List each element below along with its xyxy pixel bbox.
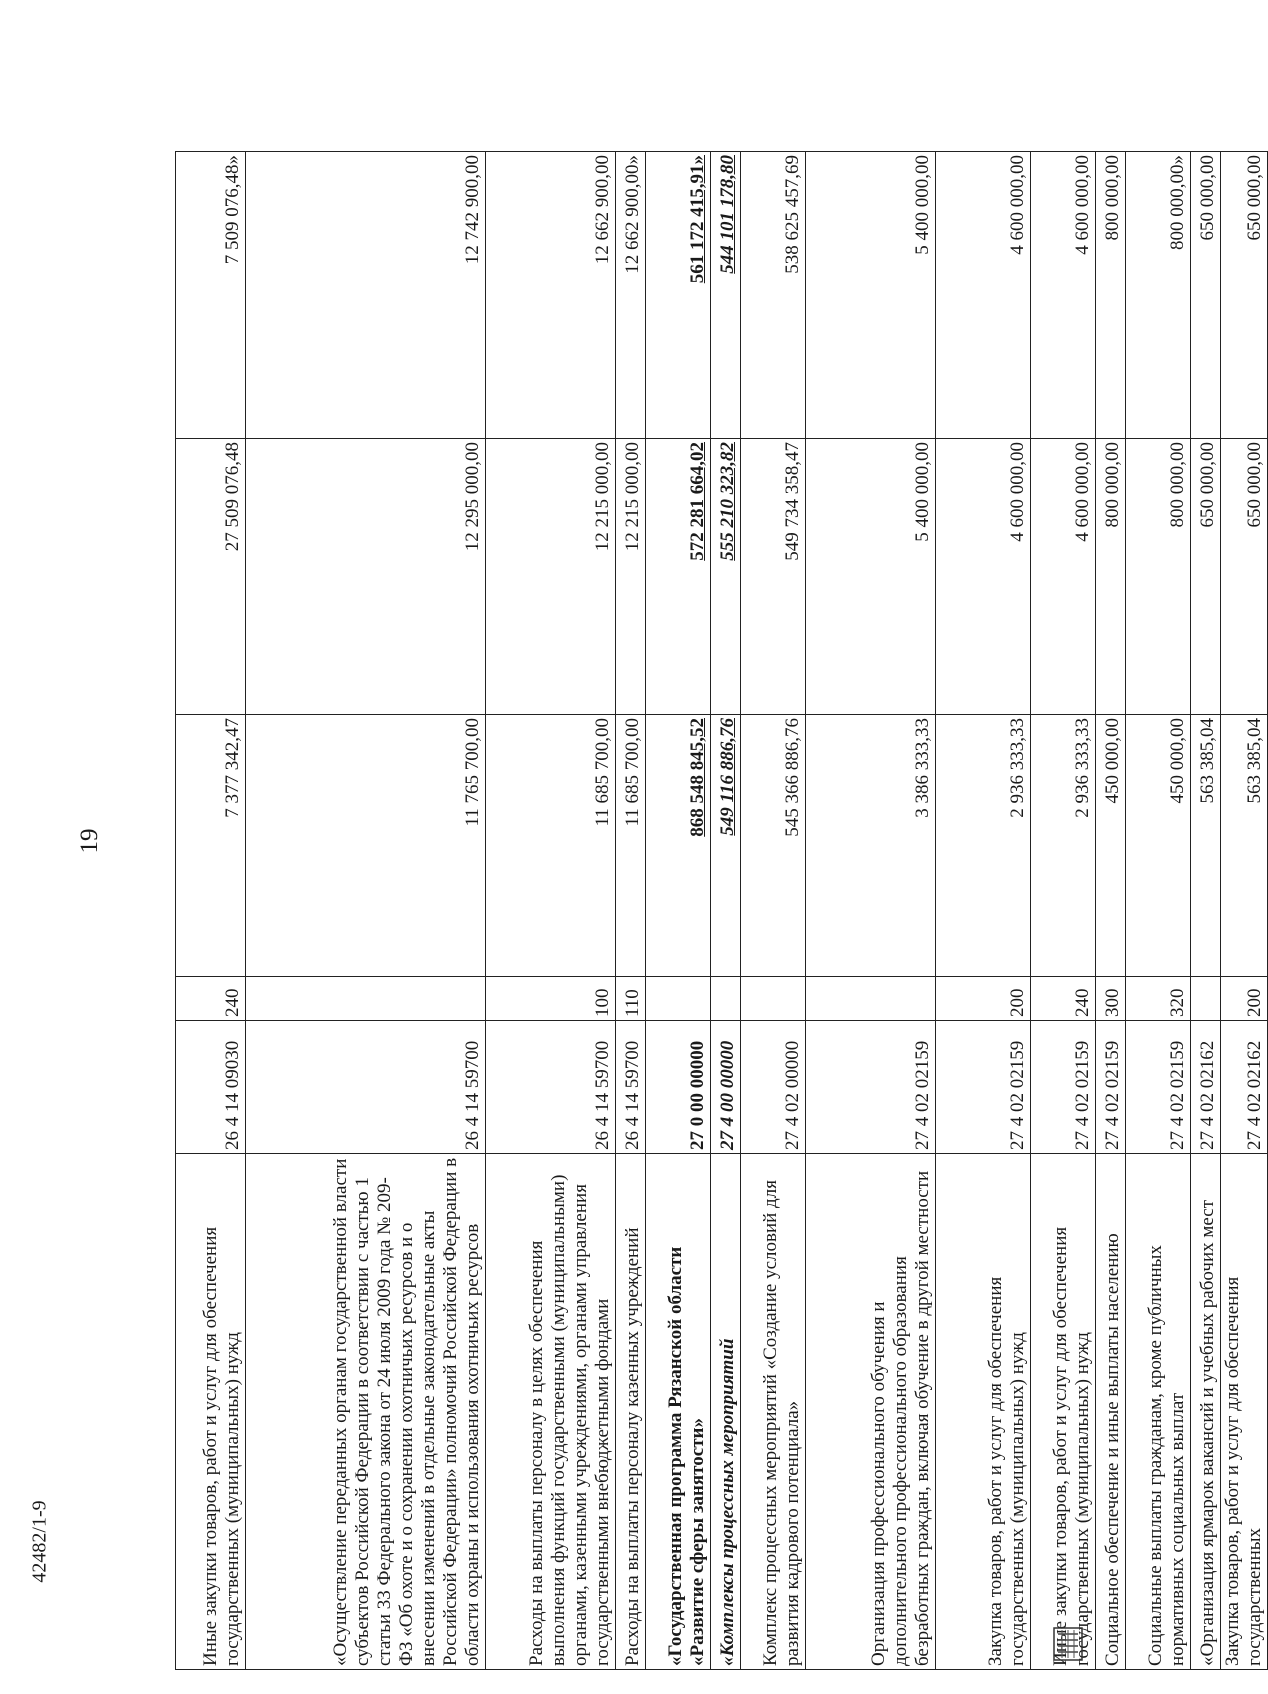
table-row xyxy=(1031,152,1096,1670)
row-value-3: 4 600 000,00 xyxy=(936,152,1031,439)
row-value-2: 650 000,00 xyxy=(1221,439,1268,715)
row-expense-type: 320 xyxy=(1126,977,1191,1021)
budget-table-container xyxy=(175,152,1265,1670)
row-value-3: 538 625 457,69 xyxy=(741,152,806,439)
row-value-2: 12 215 000,00 xyxy=(486,439,616,715)
table-row xyxy=(616,152,646,1670)
row-name: Закупка товаров, работ и услуг для обеспечения государственных (муниципальных) нужд xyxy=(936,1154,1031,1670)
row-code: 27 4 02 02159 xyxy=(1126,1021,1191,1154)
row-code: 26 4 14 59700 xyxy=(246,1021,486,1154)
row-expense-type xyxy=(246,977,486,1021)
row-value-2: 4 600 000,00 xyxy=(936,439,1031,715)
row-expense-type xyxy=(646,977,711,1021)
row-value-1: 549 116 886,76 xyxy=(711,715,741,977)
row-value-3: 561 172 415,91» xyxy=(646,152,711,439)
row-value-2: 650 000,00 xyxy=(1191,439,1221,715)
row-value-1: 2 936 333,33 xyxy=(936,715,1031,977)
row-code: 27 4 02 02159 xyxy=(936,1021,1031,1154)
row-expense-type xyxy=(741,977,806,1021)
row-value-3: 5 400 000,00 xyxy=(806,152,936,439)
row-name: Закупка товаров, работ и услуг для обеспечения государственных xyxy=(1221,1154,1268,1670)
row-value-1: 563 385,04 xyxy=(1221,715,1268,977)
row-code: 27 4 02 02159 xyxy=(1031,1021,1096,1154)
row-name: Организация профессионального обучения и дополнительного профессионального образования безработных граждан, включая обучение в другой местности xyxy=(806,1154,936,1670)
row-value-3: 650 000,00 xyxy=(1221,152,1268,439)
row-expense-type: 300 xyxy=(1096,977,1126,1021)
row-name: Социальные выплаты гражданам, кроме публичных нормативных социальных выплат xyxy=(1126,1154,1191,1670)
budget-table-body xyxy=(176,152,1268,1670)
row-name: «Государственная программа Рязанской области «Развитие сферы занятости» xyxy=(646,1154,711,1670)
row-value-2: 549 734 358,47 xyxy=(741,439,806,715)
row-expense-type: 240 xyxy=(1031,977,1096,1021)
row-code: 27 4 02 02159 xyxy=(1096,1021,1126,1154)
row-name: «Организация ярмарок вакансий и учебных рабочих мест xyxy=(1191,1154,1221,1670)
budget-table xyxy=(175,151,1268,1670)
row-value-1: 2 936 333,33 xyxy=(1031,715,1096,977)
row-value-1: 545 366 886,76 xyxy=(741,715,806,977)
row-code: 27 4 02 02162 xyxy=(1191,1021,1221,1154)
row-value-3: 12 662 900,00» xyxy=(616,152,646,439)
table-row xyxy=(646,152,711,1670)
table-row xyxy=(486,152,616,1670)
table-row xyxy=(1096,152,1126,1670)
row-value-2: 12 215 000,00 xyxy=(616,439,646,715)
row-value-1: 7 377 342,47 xyxy=(176,715,246,977)
table-row xyxy=(806,152,936,1670)
row-expense-type: 240 xyxy=(176,977,246,1021)
row-value-2: 800 000,00 xyxy=(1096,439,1126,715)
row-value-3: 544 101 178,80 xyxy=(711,152,741,439)
row-value-1: 11 765 700,00 xyxy=(246,715,486,977)
table-row xyxy=(176,152,246,1670)
row-value-1: 450 000,00 xyxy=(1096,715,1126,977)
row-name: Расходы на выплаты персоналу в целях обеспечения выполнения функций государственными (муниципальными) органами, казенными учреждениями, органами управления государственными внебюджетными фондами xyxy=(486,1154,616,1670)
table-row xyxy=(1221,152,1268,1670)
row-name: Социальное обеспечение и иные выплаты населению xyxy=(1096,1154,1126,1670)
row-name: Иные закупки товаров, работ и услуг для обеспечения государственных (муниципальных) нужд xyxy=(1031,1154,1096,1670)
row-value-1: 868 548 845,52 xyxy=(646,715,711,977)
row-value-3: 12 742 900,00 xyxy=(246,152,486,439)
row-value-2: 572 281 664,02 xyxy=(646,439,711,715)
row-name: Комплекс процессных мероприятий «Создание условий для развития кадрового потенциала» xyxy=(741,1154,806,1670)
table-row xyxy=(741,152,806,1670)
row-value-3: 800 000,00 xyxy=(1096,152,1126,439)
row-value-1: 11 685 700,00 xyxy=(616,715,646,977)
row-value-2: 4 600 000,00 xyxy=(1031,439,1096,715)
row-value-2: 555 210 323,82 xyxy=(711,439,741,715)
row-value-3: 12 662 900,00 xyxy=(486,152,616,439)
row-value-3: 4 600 000,00 xyxy=(1031,152,1096,439)
row-value-2: 800 000,00 xyxy=(1126,439,1191,715)
row-value-1: 563 385,04 xyxy=(1191,715,1221,977)
row-name: «Комплексы процессных мероприятий xyxy=(711,1154,741,1670)
row-value-3: 800 000,00» xyxy=(1126,152,1191,439)
row-code: 27 4 02 00000 xyxy=(741,1021,806,1154)
row-expense-type xyxy=(806,977,936,1021)
table-row xyxy=(1126,152,1191,1670)
row-value-2: 5 400 000,00 xyxy=(806,439,936,715)
row-code: 27 4 00 00000 xyxy=(711,1021,741,1154)
row-expense-type xyxy=(711,977,741,1021)
row-value-3: 650 000,00 xyxy=(1191,152,1221,439)
row-expense-type xyxy=(1191,977,1221,1021)
row-name: «Осуществление переданных органам государственной власти субъектов Российской Федерации в соответствии с частью 1 статьи 33 Федерального закона от 24 июля 2009 года № 209-ФЗ «Об охоте и о сохранении охотничьих ресурсов и о внесении изменений в отдельные законодательные акты Российской Федерации» полномочий Российской Федерации в области охраны и использования охотничьих ресурсов xyxy=(246,1154,486,1670)
row-value-1: 11 685 700,00 xyxy=(486,715,616,977)
table-row xyxy=(1191,152,1221,1670)
row-expense-type: 110 xyxy=(616,977,646,1021)
row-value-2: 27 509 076,48 xyxy=(176,439,246,715)
page-number: 19 xyxy=(76,828,103,854)
coat-of-arms-icon xyxy=(1052,1624,1086,1664)
row-code: 26 4 14 09030 xyxy=(176,1021,246,1154)
row-name: Иные закупки товаров, работ и услуг для обеспечения государственных (муниципальных) нужд xyxy=(176,1154,246,1670)
row-value-1: 450 000,00 xyxy=(1126,715,1191,977)
row-code: 27 0 00 00000 xyxy=(646,1021,711,1154)
row-value-2: 12 295 000,00 xyxy=(246,439,486,715)
row-code: 27 4 02 02162 xyxy=(1221,1021,1268,1154)
row-expense-type: 200 xyxy=(936,977,1031,1021)
table-row xyxy=(936,152,1031,1670)
row-value-1: 3 386 333,33 xyxy=(806,715,936,977)
document-code: 42482/1-9 xyxy=(28,1500,51,1583)
row-expense-type: 200 xyxy=(1221,977,1268,1021)
table-row xyxy=(711,152,741,1670)
table-row xyxy=(246,152,486,1670)
row-expense-type: 100 xyxy=(486,977,616,1021)
row-name: Расходы на выплаты персоналу казенных учреждений xyxy=(616,1154,646,1670)
row-code: 26 4 14 59700 xyxy=(486,1021,616,1154)
row-code: 26 4 14 59700 xyxy=(616,1021,646,1154)
row-value-3: 7 509 076,48» xyxy=(176,152,246,439)
row-code: 27 4 02 02159 xyxy=(806,1021,936,1154)
